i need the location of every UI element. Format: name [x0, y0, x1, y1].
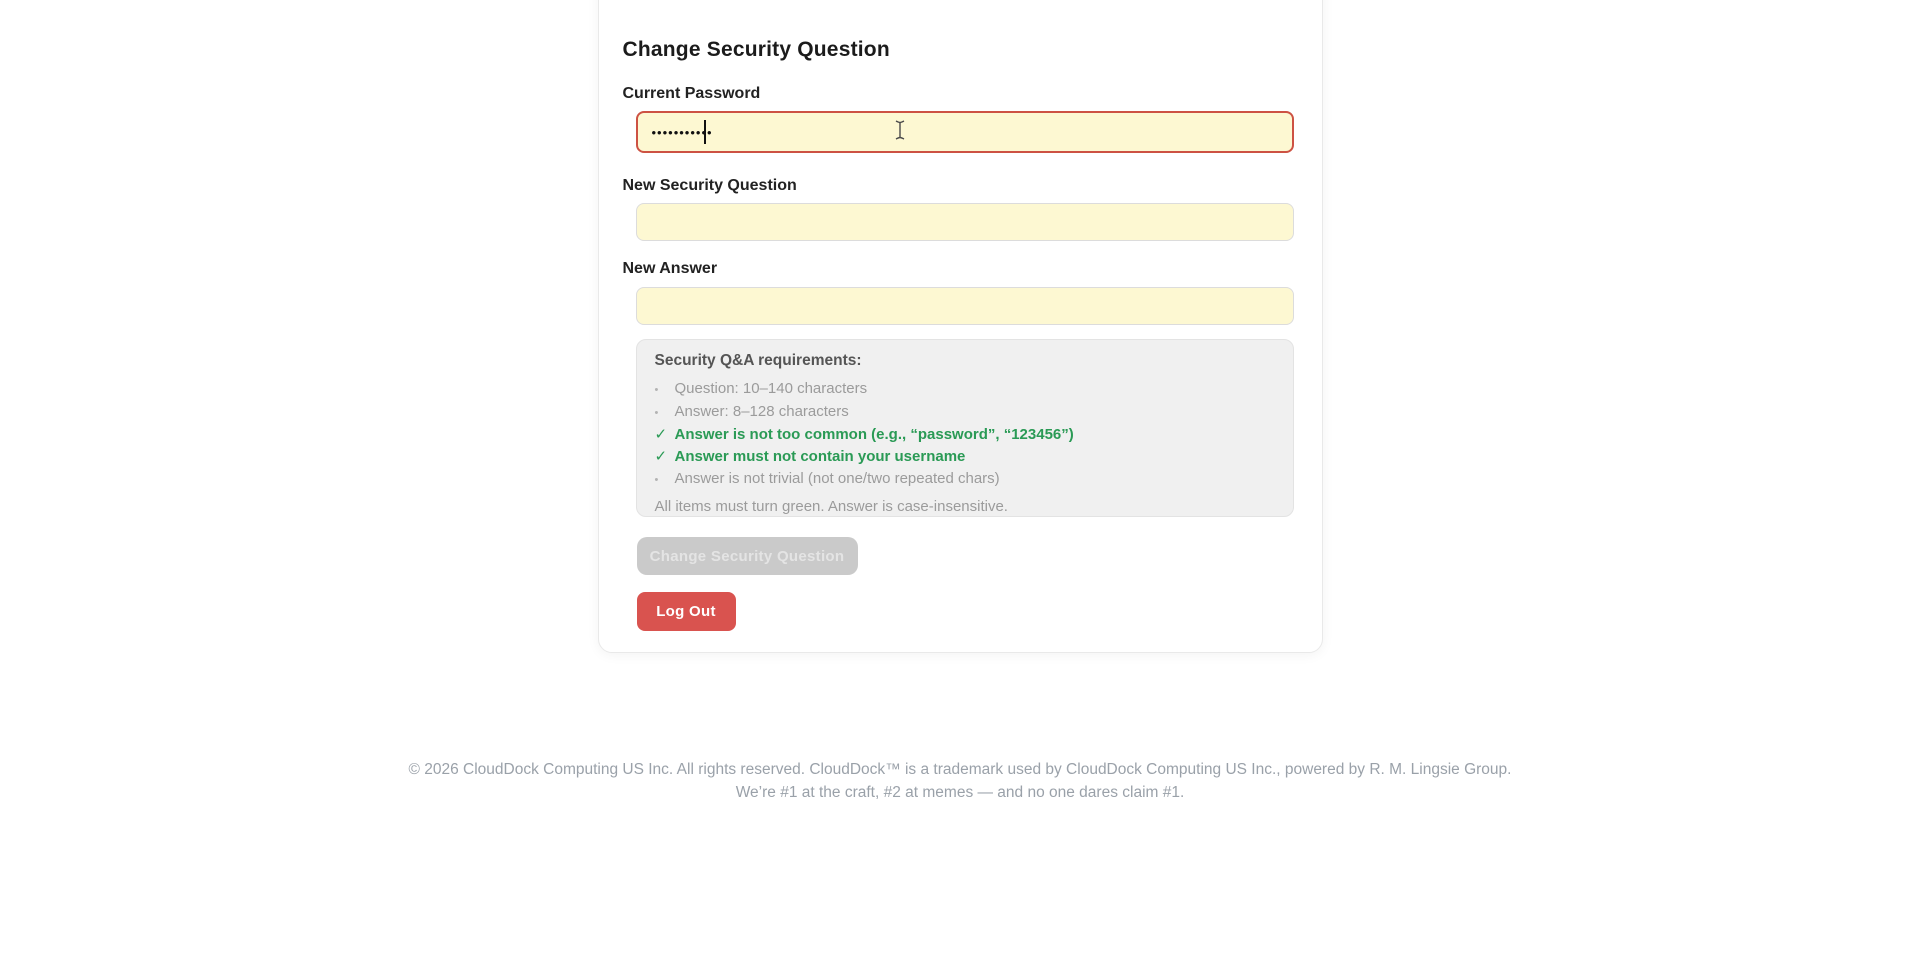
bullet-icon: • — [654, 407, 659, 419]
new-answer-input[interactable] — [636, 287, 1294, 325]
log-out-button[interactable]: Log Out — [637, 592, 736, 631]
requirement-text: Answer must not contain your username — [674, 448, 966, 465]
current-password-input[interactable] — [636, 111, 1294, 153]
requirements-note: All items must turn green. Answer is case-insensitive. — [654, 498, 1008, 515]
new-security-question-label: New Security Question — [622, 177, 797, 194]
current-password-label: Current Password — [622, 85, 761, 102]
change-security-question-button[interactable]: Change Security Question — [637, 537, 858, 575]
page-footer — [0, 758, 1920, 964]
current-password-field-wrap — [636, 111, 1294, 153]
new-security-question-input[interactable] — [636, 203, 1294, 241]
security-requirements-box — [636, 339, 1294, 517]
text-caret — [704, 120, 706, 144]
requirement-item — [655, 424, 1275, 446]
requirement-text: Answer is not trivial (not one/two repeated chars) — [674, 470, 1000, 487]
requirement-text: Answer is not too common (e.g., “password”, “123456”) — [674, 426, 1074, 443]
footer-tagline: We’re #1 at the craft, #2 at memes — and no one dares claim #1. — [735, 784, 1185, 801]
requirement-text: Question: 10–140 characters — [674, 380, 868, 397]
checkmark-icon: ✓ — [654, 426, 668, 443]
requirements-list — [655, 378, 1275, 491]
requirements-heading: Security Q&A requirements: — [654, 352, 862, 369]
requirement-item — [655, 446, 1275, 468]
bullet-icon: • — [654, 474, 659, 486]
requirement-item — [655, 401, 1275, 424]
checkmark-icon: ✓ — [654, 448, 668, 465]
page-title: Change Security Question — [622, 38, 890, 61]
new-answer-field-wrap — [636, 287, 1294, 325]
new-security-question-field-wrap — [636, 203, 1294, 241]
new-answer-label: New Answer — [622, 260, 718, 277]
requirement-item — [655, 378, 1275, 401]
requirement-item — [655, 468, 1275, 491]
footer-copyright-line: © 2026 CloudDock Computing US Inc. All rights reserved. CloudDock™ is a trademark used by CloudDock Computing US Inc., powered by R. M. Lingsie Group. — [408, 761, 1512, 778]
requirement-text: Answer: 8–128 characters — [674, 403, 849, 420]
bullet-icon: • — [654, 384, 659, 396]
change-security-question-card — [598, 0, 1323, 653]
text-cursor-icon — [893, 119, 907, 141]
